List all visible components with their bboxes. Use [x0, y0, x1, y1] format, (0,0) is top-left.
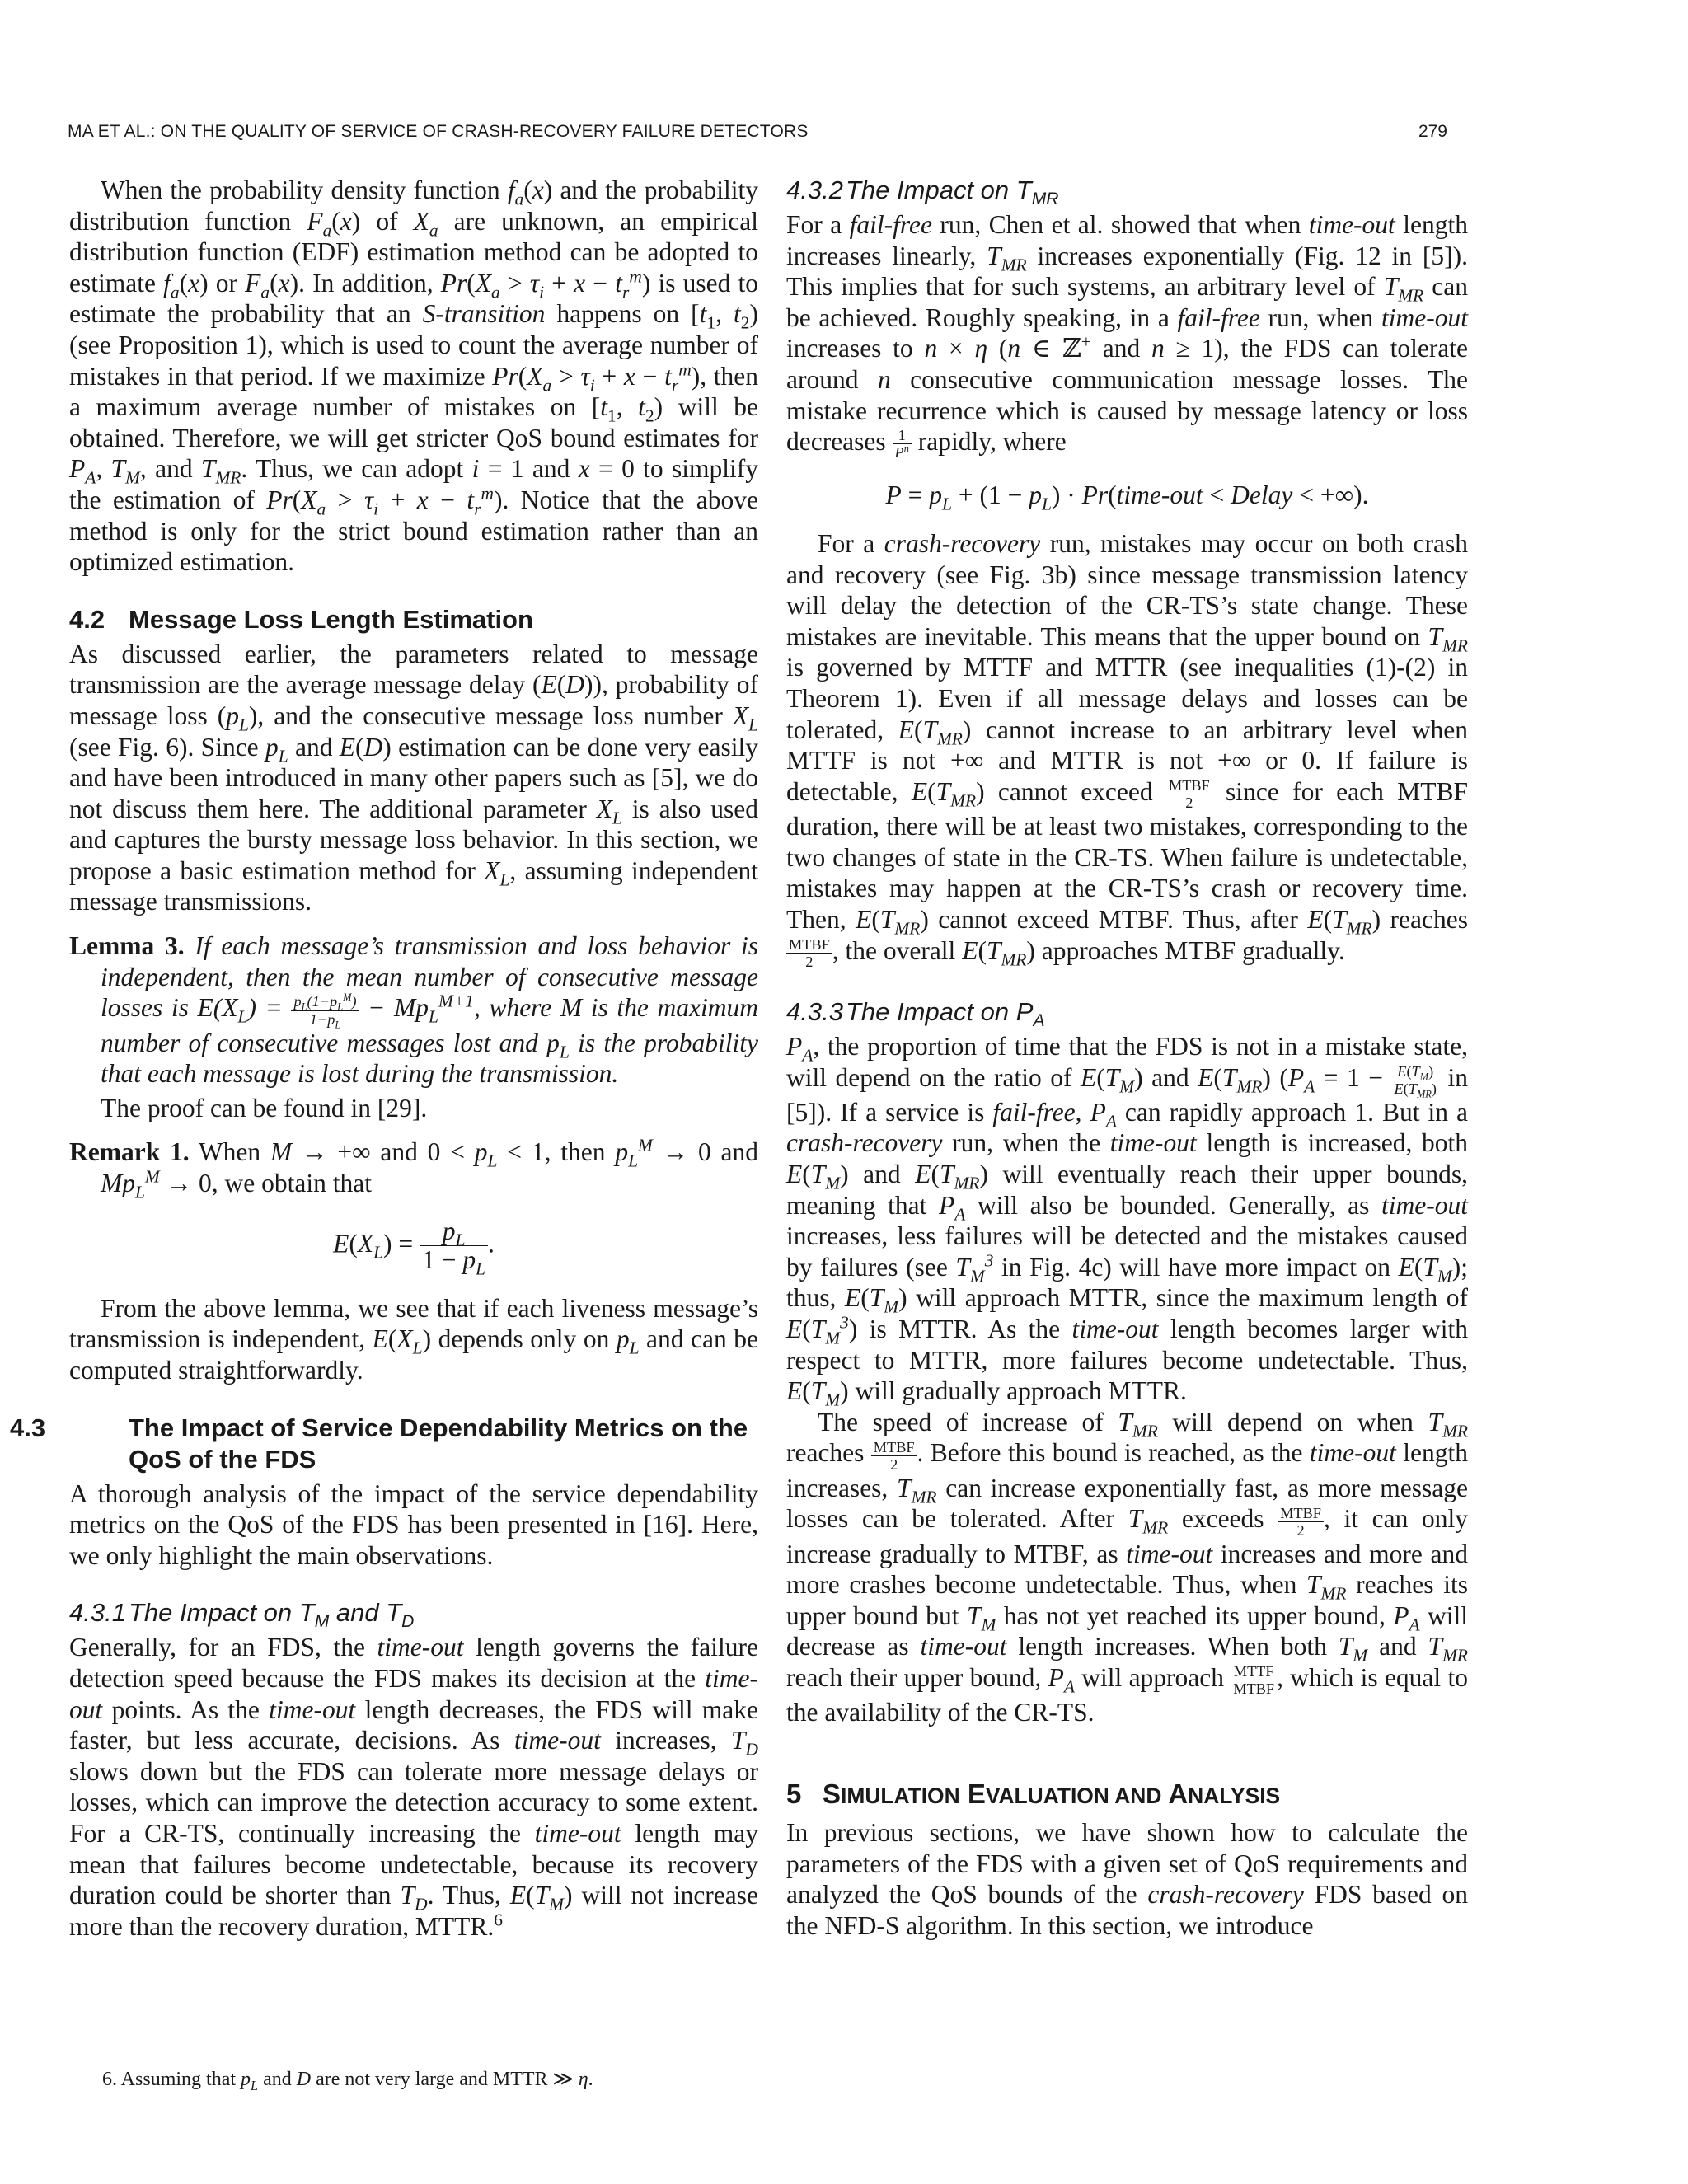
lemma-3: Lemma 3. If each message’s transmission and loss behavior is independent, then the mean number of consecutive message losses is $E(X_L)$ = $\frac{p_L(1-p_L^M)}{1-p_L}$ − $Mp_L^{M+1}$, where M is the maximum number of consecutive messages lost and $p_L$ is the probability that each message is lost during the transmission. [69, 931, 759, 1089]
section-4-3-3-heading: 4.3.3The Impact on $P_A$ [786, 996, 1045, 1031]
paragraph-impact-pa: $P_A$, the proportion of time that the FDS is not in a mistake state, will depend on the ratio of $E(T_M)$ and $E(T_{MR}) (P_A = 1$ − $\frac{E(T_M)}{E(T_{MR})}$ in [5]). If a service is fail-free, $P_A$ can rapidly approach 1. But in a crash-recovery run, when the time-out length is increased, both $E(T_M)$ and $E(T_{MR})$ will eventually reach their upper bounds, meaning that $P_A$ will also be bounded. Generally, as time-out increases, less failures will be detected and the mistakes caused by failures (see $T_M^3$ in Fig. 4c) will have more impact on $E(T_M)$; thus, $E(T_M)$ will approach MTTR, since the maximum length of $E(T_M^3)$ is MTTR. As the time-out length becomes larger with respect to MTTR, more failures become undetectable. Thus, $E(T_M)$ will gradually approach MTTR. [786, 1031, 1469, 1410]
running-head: MA ET AL.: ON THE QUALITY OF SERVICE OF CRASH-RECOVERY FAILURE DETECTORS [68, 122, 809, 141]
paragraph-crash-recovery-run: For a crash-recovery run, mistakes may occur on both crash and recovery (see Fig. 3b) since message transmission latency will delay the detection of the CR-TS’s state change. These mistakes are inevitable. This means that the upper bound on $T_{MR}$ is governed by MTTF and MTTR (see inequalities (1)-(2) in Theorem 1). Even if all message delays and losses can be tolerated, $E(T_{MR})$ cannot increase to an arbitrary level when MTTF is not +∞ and MTTR is not +∞ or 0. If failure is detectable, $E(T_{MR})$ cannot exceed $\frac{\text{MTBF}}{2}$ since for each MTBF duration, there will be at least two mistakes, corresponding to the two changes of state in the CR-TS. When failure is undetectable, mistakes may happen at the CR-TS’s crash or recovery time. Then, $E(T_{MR})$ cannot exceed MTBF. Thus, after $E(T_{MR})$ reaches $\frac{\text{MTBF}}{2}$ , the overall $E(T_{MR})$ approaches MTBF gradually. [786, 529, 1468, 970]
section-4-3-2-heading: 4.3.2The Impact on $T_{MR}$ [786, 176, 1059, 209]
section-4-3-1-heading: 4.3.1The Impact on $T_M$ and $T_D$ [69, 1598, 415, 1632]
equation-p: $P = p_L + (1 - p_L)$ · Pr(time-out < Delay < +∞). [885, 480, 1369, 513]
equation-expected-loss: $E(X_L)$ = $\frac{p_L}{1 - p_L}$ . [333, 1216, 495, 1279]
paragraph-dependability: A thorough analysis of the impact of the service dependability metrics on the QoS of the FDS has been presented in [16]. Here, we only highlight the main observations. [69, 1479, 758, 1570]
section-5-heading: 5 SIMULATION EVALUATION AND ANALYSIS [786, 1778, 1281, 1809]
section-4-3-heading: 4.3 The Impact of Service Dependability Metrics on the QoS of the FDS [10, 1413, 748, 1474]
footnote-mark: 6 [494, 1910, 503, 1930]
paragraph-impact-tm-td: Generally, for an FDS, the time-out length governs the failure detection speed because the FDS makes its decision at the time-out points. As the time-out length decreases, the FDS will make faster, but less accurate, decisions. As time-out increases, $T_D$ slows down but the FDS can tolerate more message delays or losses, which can improve the detection accuracy to some extent. For a CR-TS, continually increasing the time-out length may mean that failures become undetectable, because its recovery duration could be shorter than $T_D$. Thus, $E(T_M)$ will not increase more than the recovery duration, MTTR.$^6$ [69, 1633, 759, 1941]
lemma-proof: The proof can be found in [29]. [101, 1093, 428, 1122]
section-4-2-heading: 4.2 Message Loss Length Estimation [69, 604, 533, 634]
paragraph-after-lemma: From the above lemma, we see that if each liveness message’s transmission is independent, $E(X_L)$ depends only on $p_L$ and can be computed straightforwardly. [69, 1293, 758, 1385]
right-column [786, 175, 1468, 1941]
paragraph-speed-of-increase: The speed of increase of $T_{MR}$ will depend on when $T_{MR}$ reaches $\frac{\text{MTBF}}{2}$ . Before this bound is reached, as the time-out length increases, $T_{MR}$ can increase exponentially fast, as more message losses can be tolerated. After $T_{MR}$ exceeds $\frac{\text{MTBF}}{2}$ , it can only increase gradually to MTBF, as time-out increases and more and more crashes become undetectable. Thus, when $T_{MR}$ reaches its upper bound but $T_M$ has not yet reached its upper bound, $P_A$ will decrease as time-out length increases. When both $T_M$ and $T_{MR}$ reach their upper bound, $P_A$ will approach $\frac{\text{MTTF}}{\text{MTBF}}$ , which is equal to the availability of the CR-TS. [786, 1407, 1469, 1727]
paragraph-edf-estimation: When the probability density function $f_a(x)$ and the probability distribution function $F_a(x)$ of $X_a$ are unknown, an empirical distribution function (EDF) estimation method can be adopted to estimate $f_a(x)$ or $F_a(x)$. In addition, $Pr(X_a > \tau_i + x - t_r^m)$ is used to estimate the probability that an S-transition happens on [$t_1$, $t_2$) (see Proposition 1), which is used to count the average number of mistakes in that period. If we maximize $Pr(X_a > \tau_i + x - t_r^m)$, then a maximum average number of mistakes on [$t_1$, $t_2$) will be obtained. Therefore, we will get stricter QoS bound estimates for $P_A$, $T_M$, and $T_{MR}$. Thus, we can adopt i = 1 and x = 0 to simplify the estimation of $Pr(X_a > \tau_i + x - t_r^m)$. Notice that the above method is only for the strict bound estimation rather than an optimized estimation. [69, 176, 759, 577]
paragraph-impact-tmr: For a fail-free run, Chen et al. showed that when time-out length increases linearly, $T_{MR}$ increases exponentially (Fig. 12 in [5]). This implies that for such systems, an arbitrary level of $T_{MR}$ can be achieved. Roughly speaking, in a fail-free run, when time-out increases to n × η (n ∈ ℤ+ and n ≥ 1), the FDS can tolerate around n consecutive communication message losses. The mistake recurrence which is caused by message latency or loss decreases $\frac{1}{P^n}$ rapidly, where [786, 210, 1469, 462]
remark-1: Remark 1. When M → +∞ and $0 < p_L < 1$, then $p_L^M \to 0$ and $Mp_L^M \to 0$, we obtain that [69, 1135, 758, 1202]
left-column [10, 175, 759, 1942]
paragraph-simulation-intro: In previous sections, we have shown how to calculate the parameters of the FDS with a given set of QoS requirements and analyzed the QoS bounds of the crash-recovery FDS based on the NFD-S algorithm. In this section, we introduce [786, 1817, 1468, 1940]
page-number: 279 [1418, 122, 1447, 141]
footnote: 6. Assuming that $p_L$ and D are not very large and MTTR ≫ η. [102, 2069, 593, 2093]
paragraph-message-loss: As discussed earlier, the parameters related to message transmission are the average message delay (E(D)), probability of message loss $(p_L)$, and the consecutive message loss number $X_L$ (see Fig. 6). Since $p_L$ and E(D) estimation can be done very easily and have been introduced in many other papers such as [5], we do not discuss them here. The additional parameter $X_L$ is also used and captures the bursty message loss behavior. In this section, we propose a basic estimation method for $X_L$, assuming independent message transmissions. [69, 639, 759, 916]
